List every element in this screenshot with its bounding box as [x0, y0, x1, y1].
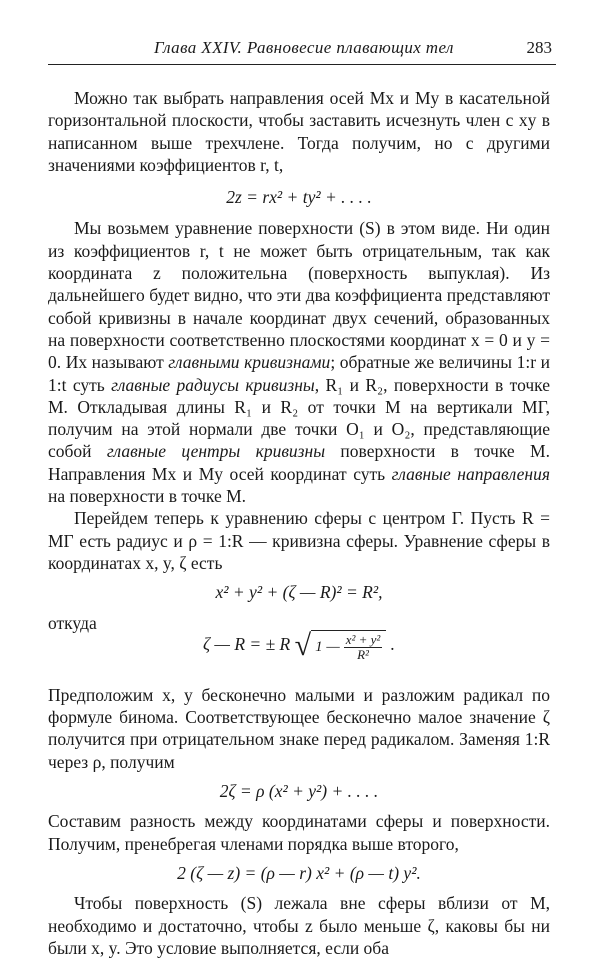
label-otkuda: откуда [48, 612, 97, 633]
sqrt-sign-icon: √ [294, 628, 312, 662]
formula-zeta-expansion: 2ζ = ρ (x² + y²) + . . . . [219, 781, 379, 802]
paragraph-2-text-e: на поверхности в точке M. [48, 486, 247, 507]
page-body [48, 87, 550, 959]
paragraph-2 [48, 217, 550, 507]
paragraph-2-text-a: Мы возьмем уравнение поверхности (S) в этом виде. Ни один из коэффициентов r, t не может быть отрицательным, так как координата z положительна (поверхность выпуклая). Из дальнейшего будет видно, что эти два коэффициента представляют собой кривизны в начале координат двух сечений, образованных на поверхности соответственно плоскостями координат x = 0 и y = 0. Их называют [48, 218, 550, 373]
paragraph-2-text-d: поверхности в точке M. Направления Mx и My осей координат суть [48, 441, 550, 484]
fraction-numerator: x² + y² [345, 631, 381, 647]
paragraph-5: Составим разность между координатами сферы и поверхности. Получим, пренебрегая членами порядка выше второго, [48, 811, 550, 854]
radical-fraction [344, 633, 383, 662]
page-number: 283 [526, 38, 552, 57]
formula-sphere-equation: x² + y² + (ζ — R)² = R², [215, 582, 383, 603]
radical-lhs: ζ — R = ± R [202, 633, 291, 654]
chapter-title: Глава XXIV. Равновесие плавающих тел [154, 38, 454, 57]
paragraph-2-text-b: ; обратные же величины 1:r и 1:t суть [48, 352, 550, 395]
radical-one-minus: 1 — [315, 639, 340, 656]
formula-radical [48, 630, 550, 672]
formula-difference: 2 (ζ — z) = (ρ — r) x² + (ρ — t) y². [177, 862, 421, 883]
term-principal-radii: главные радиусы кривизны [111, 374, 315, 395]
paragraph-6: Чтобы поверхность (S) лежала вне сферы вблизи от M, необходимо и достаточно, чтобы z было меньше ζ, каковы бы ни были x, y. Это условие выполняется, если оба [48, 893, 550, 958]
paragraph-2-text-c: , R₁ и R₂, поверхности в точке M. Откладывая длины R₁ и R₂ от точки M на вертикали MΓ, получим на этой нормали две точки O₁ и O₂, представляющие собой [48, 374, 550, 462]
radical-expression [295, 630, 387, 662]
radical-period: . [390, 633, 396, 654]
term-principal-centers: главные центры кривизны [106, 441, 326, 462]
term-principal-curvatures: главными кривизнами [168, 352, 331, 373]
formula-surface-equation: 2z = rx² + ty² + . . . . [226, 187, 372, 208]
radical-body [311, 630, 386, 662]
term-principal-directions: главные направления [391, 463, 550, 484]
paragraph-1: Можно так выбрать направления осей Mx и My в касательной горизонтальной плоскости, чтобы заставить исчезнуть член с xy в написанном выше трехчлене. Тогда получим, но с другими значениями коэффициентов r, t, [48, 88, 550, 175]
fraction-denominator: R² [357, 646, 369, 662]
paragraph-3: Перейдем теперь к уравнению сферы с центром Γ. Пусть R = MΓ есть радиус и ρ = 1:R — кривизна сферы. Уравнение сферы в координатах x, y, ζ есть [48, 508, 550, 573]
running-header [48, 38, 556, 65]
paragraph-4: Предположим x, y бесконечно малыми и разложим радикал по формуле бинома. Соответствующее бесконечно малое значение ζ получится при отрицательном знаке перед радикалом. Заменяя 1:R через ρ, получим [48, 684, 550, 772]
